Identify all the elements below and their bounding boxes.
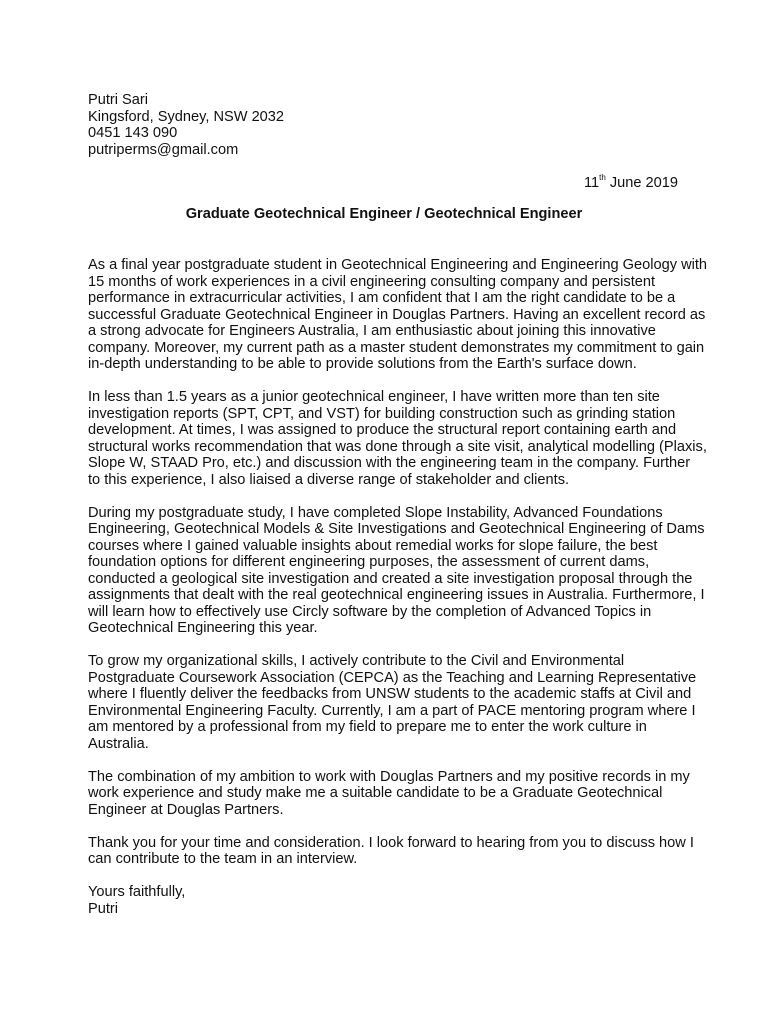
paragraph-line: Thank you for your time and consideration. I look forward to hearing from you to discuss how I	[88, 834, 694, 851]
paragraph-line: investigation reports (SPT, CPT, and VST) for building construction such as grinding station	[88, 405, 676, 422]
paragraph-line: development. At times, I was assigned to produce the structural report containing earth and	[88, 422, 677, 438]
paragraph-1	[88, 257, 708, 373]
paragraph-line: As a final year postgraduate student in Geotechnical Engineering and Engineering Geology with	[88, 257, 708, 273]
paragraph-6	[88, 834, 694, 868]
paragraph-line: assignments that dealt with the real geotechnical engineering issues in Australia. Furthermore, I	[88, 587, 705, 603]
paragraph-line: Engineering, Geotechnical Models & Site Investigations and Geotechnical Engineering of Dams	[88, 521, 705, 537]
paragraph-line: 15 months of work experiences in a civil engineering consulting company and persistent	[88, 273, 656, 290]
closing-salutation: Yours faithfully,	[88, 884, 186, 900]
paragraph-line: foundation options for different engineering purposes, the assessment of current dams,	[88, 554, 650, 570]
paragraph-line: a strong advocate for Engineers Australia, I am enthusiastic about joining this innovative	[88, 323, 656, 339]
sender-name: Putri Sari	[88, 92, 149, 108]
paragraph-line: In less than 1.5 years as a junior geotechnical engineer, I have written more than ten site	[88, 389, 660, 405]
paragraph-line: am mentored by a professional from my field to prepare me to enter the work culture in	[88, 719, 647, 735]
paragraph-4	[88, 653, 697, 752]
letter-body	[88, 257, 708, 917]
paragraph-3	[88, 504, 705, 637]
paragraph-line: will learn how to effectively use Circly software by the completion of Advanced Topics in	[88, 603, 652, 620]
paragraph-line: During my postgraduate study, I have completed Slope Instability, Advanced Foundations	[88, 504, 663, 521]
paragraph-line: to this experience, I also liaised a diverse range of stakeholder and clients.	[88, 471, 570, 488]
sender-address: Kingsford, Sydney, NSW 2032	[88, 108, 285, 125]
paragraph-line: Postgraduate Coursework Association (CEPCA) as the Teaching and Learning Representative	[88, 669, 697, 686]
paragraph-line: Geotechnical Engineering this year.	[88, 620, 318, 636]
paragraph-line: in-depth understanding to be able to provide solutions from the Earth's surface down.	[88, 356, 637, 372]
paragraph-line: Environmental Engineering Faculty. Currently, I am a part of PACE mentoring program where I	[88, 702, 696, 719]
paragraph-line: conducted a geological site investigation and created a site investigation proposal through the	[88, 570, 693, 587]
paragraph-line: successful Graduate Geotechnical Engineer in Douglas Partners. Having an excellent record as	[88, 306, 706, 323]
date-rest: June 2019	[605, 175, 678, 191]
paragraph-line: The combination of my ambition to work with Douglas Partners and my positive records in my	[88, 768, 690, 785]
sender-block	[88, 92, 688, 158]
paragraph-line: can contribute to the team in an interview.	[88, 851, 358, 867]
closing-block	[88, 884, 688, 917]
paragraph-line: To grow my organizational skills, I actively contribute to the Civil and Environmental	[88, 653, 625, 669]
paragraph-line: work experience and study make me a suitable candidate to be a Graduate Geotechnical	[88, 785, 663, 801]
paragraph-line: performance in extracurricular activities, I am confident that I am the right candidate to be a	[88, 290, 676, 306]
paragraph-5	[88, 769, 688, 819]
paragraph-line: structural works recommendation that was done through a site visit, analytical modelling (Plaxis,	[88, 438, 707, 455]
letter-title: Graduate Geotechnical Engineer / Geotechnical Engineer	[185, 206, 583, 222]
date-day: 11	[583, 175, 600, 191]
paragraph-line: Australia.	[88, 735, 149, 752]
sender-email: putriperms@gmail.com	[88, 141, 239, 158]
closing-signature: Putri	[88, 900, 119, 917]
date-suffix: th	[599, 173, 606, 182]
paragraph-line: company. Moreover, my current path as a master student demonstrates my commitment to gain	[88, 339, 705, 356]
paragraph-2	[88, 389, 707, 488]
paragraph-line: Engineer at Douglas Partners.	[88, 801, 284, 818]
paragraph-line: where I fluently deliver the feedbacks from UNSW students to the academic staffs at Civil and	[88, 686, 692, 702]
paragraph-line: courses where I gained valuable insights about remedial works for slope failure, the best	[88, 537, 658, 554]
sender-phone: 0451 143 090	[88, 125, 178, 141]
paragraph-line: Slope W, STAAD Pro, etc.) and discussion with the engineering team in the company. Further	[88, 455, 691, 471]
letter-date	[584, 175, 678, 192]
